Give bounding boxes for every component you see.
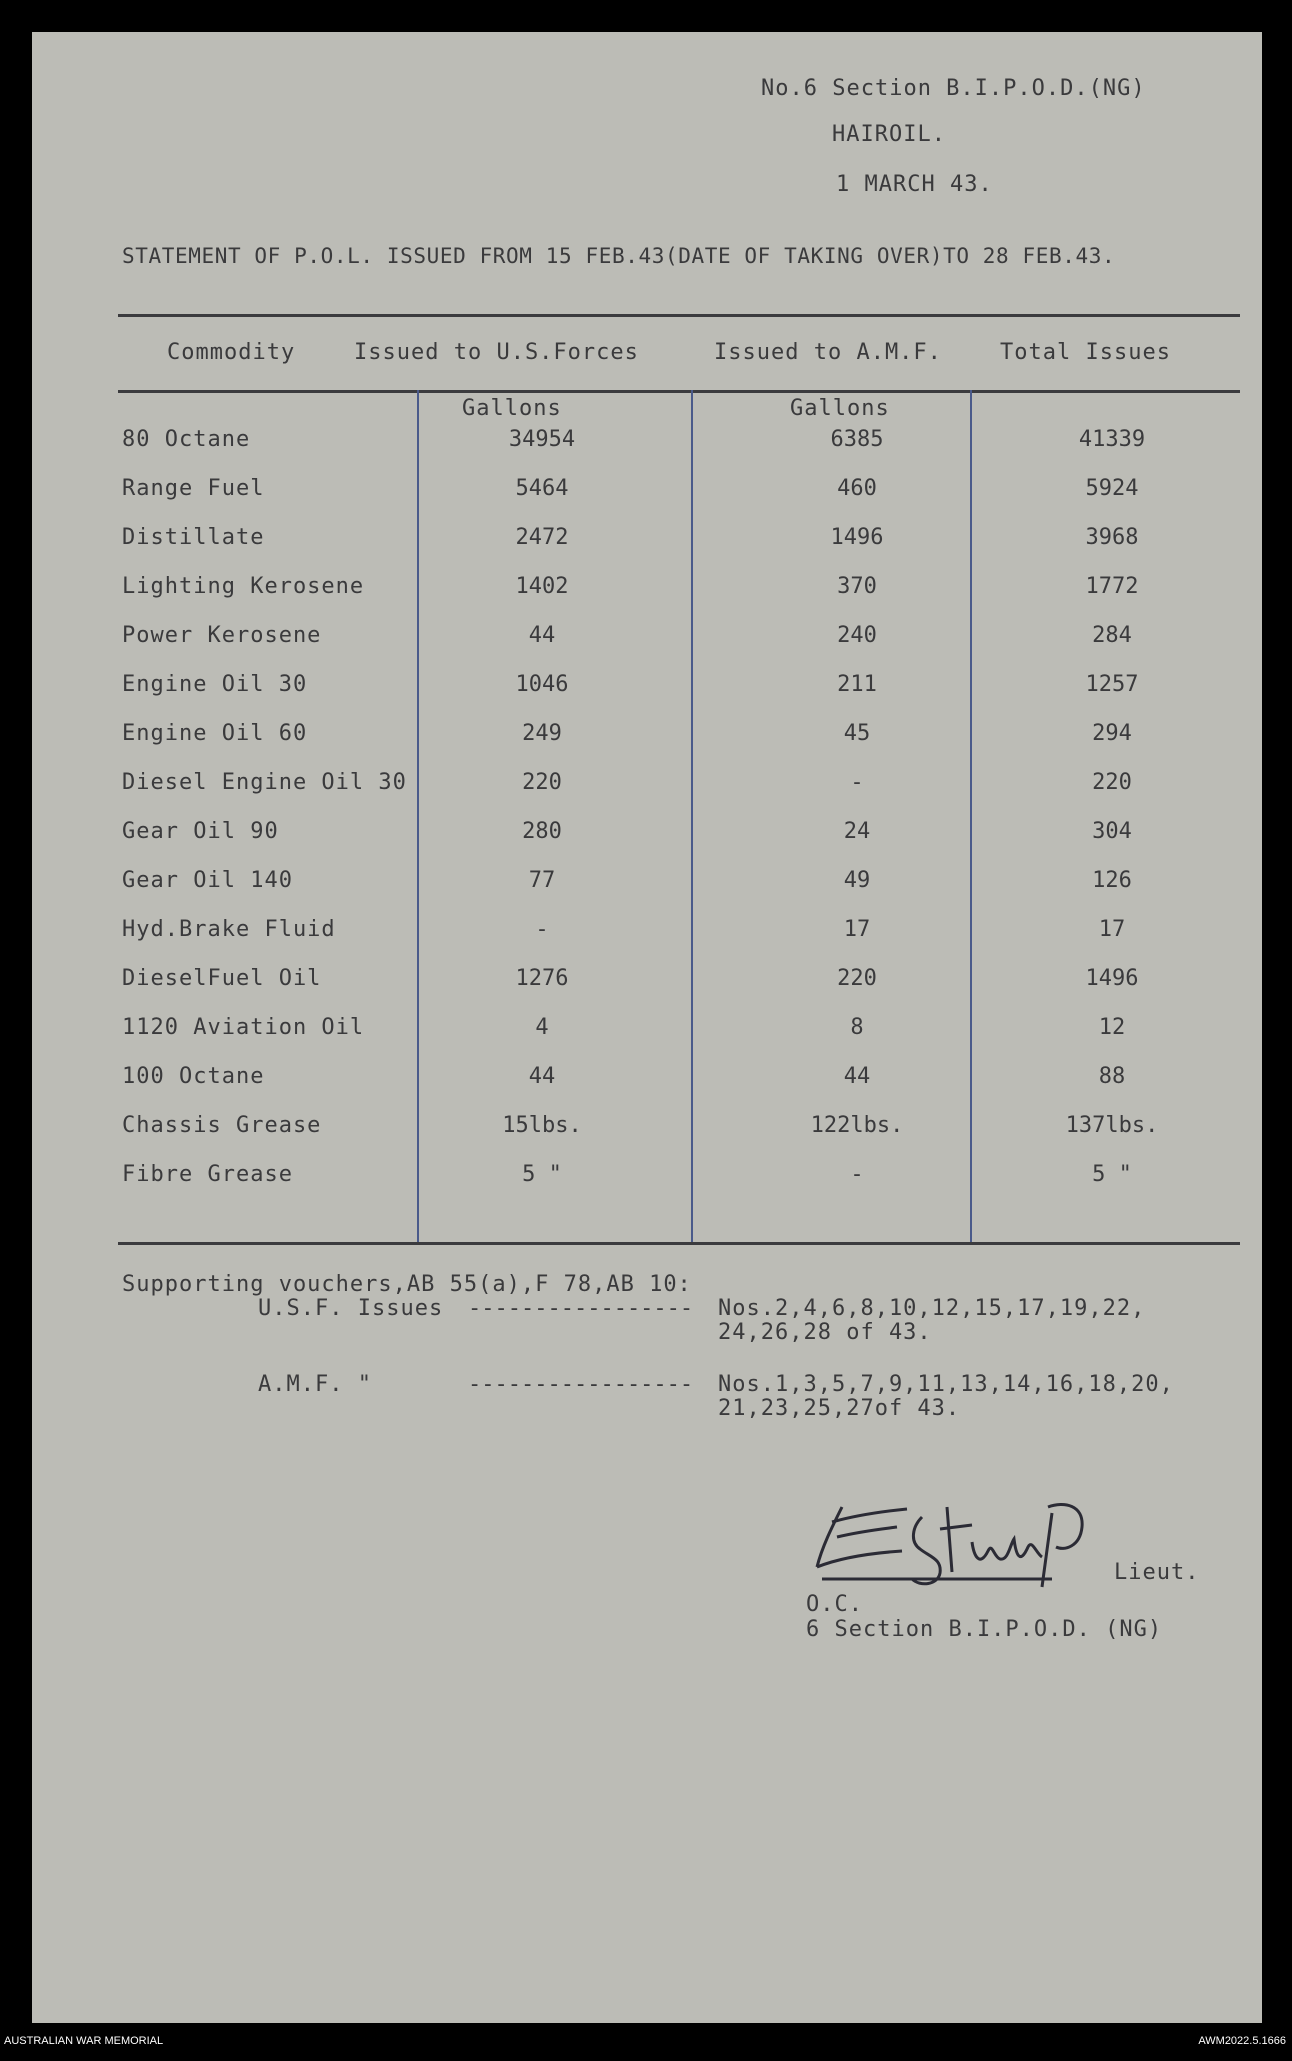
us-forces-cell: 34954	[508, 427, 576, 452]
location-heading: HAIROIL.	[832, 122, 946, 147]
commodity-cell: Gear Oil 140	[122, 868, 293, 893]
commodity-cell: 80 Octane	[122, 427, 251, 452]
column-header-commodity: Commodity	[167, 340, 296, 365]
commodity-cell: Distillate	[122, 525, 265, 550]
statement-title: STATEMENT OF P.O.L. ISSUED FROM 15 FEB.43(DATE OF TAKING OVER)TO 28 FEB.43.	[122, 244, 1116, 268]
column-header-us-forces: Issued to U.S.Forces	[354, 340, 639, 365]
us-issues-dashes: -----------------	[468, 1296, 694, 1321]
us-forces-cell: 249	[522, 721, 562, 746]
us-forces-cell: 5 "	[522, 1162, 562, 1187]
total-cell: 1496	[1085, 966, 1139, 991]
signatory-role: O.C.	[806, 1592, 863, 1617]
footer-source: AUSTRALIAN WAR MEMORIAL	[4, 2035, 164, 2047]
amf-cell: 24	[843, 819, 871, 844]
document-page	[32, 32, 1262, 2023]
us-forces-cell: 1402	[515, 574, 569, 599]
commodity-cell: 1120 Aviation Oil	[122, 1015, 365, 1040]
amf-cell: 220	[837, 966, 877, 991]
amf-cell: 1496	[830, 525, 884, 550]
amf-voucher-numbers-1: Nos.1,3,5,7,9,11,13,14,16,18,20,	[718, 1372, 1174, 1397]
us-forces-cell: 15lbs.	[502, 1113, 582, 1138]
total-cell: 41339	[1078, 427, 1146, 452]
us-issues-label: U.S.F. Issues	[258, 1296, 444, 1321]
total-cell: 17	[1098, 917, 1126, 942]
amf-cell: 240	[837, 623, 877, 648]
date-heading: 1 MARCH 43.	[836, 172, 993, 197]
us-forces-cell: 44	[528, 1064, 556, 1089]
total-cell: 284	[1092, 623, 1132, 648]
us-forces-cell: 1276	[515, 966, 569, 991]
commodity-cell: Engine Oil 30	[122, 672, 308, 697]
us-forces-cell: -	[535, 917, 549, 942]
amf-cell: -	[850, 1162, 864, 1187]
column-divider-1	[417, 390, 419, 1242]
commodity-cell: DieselFuel Oil	[122, 966, 322, 991]
us-voucher-numbers-1: Nos.2,4,6,8,10,12,15,17,19,22,	[718, 1296, 1146, 1321]
column-divider-3	[970, 390, 972, 1242]
total-cell: 12	[1098, 1015, 1126, 1040]
footer-accession-number: AWM2022.5.1666	[1198, 2035, 1286, 2047]
commodity-cell: Gear Oil 90	[122, 819, 279, 844]
amf-cell: 44	[843, 1064, 871, 1089]
us-forces-cell: 2472	[515, 525, 569, 550]
commodity-cell: Diesel Engine Oil 30	[122, 770, 407, 795]
us-voucher-numbers-2: 24,26,28 of 43.	[718, 1320, 932, 1345]
total-cell: 1257	[1085, 672, 1139, 697]
total-cell: 304	[1092, 819, 1132, 844]
vouchers-title: Supporting vouchers,AB 55(a),F 78,AB 10:	[122, 1272, 692, 1297]
commodity-cell: Fibre Grease	[122, 1162, 293, 1187]
total-cell: 220	[1092, 770, 1132, 795]
total-cell: 1772	[1085, 574, 1139, 599]
amf-cell: -	[850, 770, 864, 795]
amf-cell: 45	[843, 721, 871, 746]
commodity-cell: Chassis Grease	[122, 1113, 322, 1138]
amf-cell: 6385	[830, 427, 884, 452]
amf-cell: 49	[843, 868, 871, 893]
amf-cell: 211	[837, 672, 877, 697]
table-top-rule	[118, 314, 1240, 317]
total-cell: 88	[1098, 1064, 1126, 1089]
commodity-cell: Hyd.Brake Fluid	[122, 917, 336, 942]
amf-cell: 122lbs.	[810, 1113, 904, 1138]
amf-cell: 17	[843, 917, 871, 942]
us-forces-cell: 220	[522, 770, 562, 795]
amf-cell: 460	[837, 476, 877, 501]
total-cell: 294	[1092, 721, 1132, 746]
column-header-amf: Issued to A.M.F.	[714, 340, 942, 365]
total-cell: 3968	[1085, 525, 1139, 550]
amf-issues-label: A.M.F. "	[258, 1372, 372, 1397]
amf-voucher-numbers-2: 21,23,25,27of 43.	[718, 1396, 961, 1421]
commodity-cell: Power Kerosene	[122, 623, 322, 648]
total-cell: 5 "	[1092, 1162, 1132, 1187]
table-bottom-rule	[118, 1242, 1240, 1245]
total-cell: 137lbs.	[1065, 1113, 1159, 1138]
total-cell: 126	[1092, 868, 1132, 893]
commodity-cell: Engine Oil 60	[122, 721, 308, 746]
amf-issues-dashes: -----------------	[468, 1372, 694, 1397]
unit-label-us: Gallons	[462, 396, 562, 421]
column-divider-2	[691, 390, 693, 1242]
total-cell: 5924	[1085, 476, 1139, 501]
signatory-unit: 6 Section B.I.P.O.D. (NG)	[806, 1617, 1163, 1642]
column-header-total: Total Issues	[1000, 340, 1171, 365]
commodity-cell: 100 Octane	[122, 1064, 265, 1089]
signatory-rank: Lieut.	[1114, 1560, 1200, 1585]
us-forces-cell: 77	[528, 868, 556, 893]
amf-cell: 8	[850, 1015, 864, 1040]
commodity-cell: Range Fuel	[122, 476, 265, 501]
table-header-rule	[118, 390, 1240, 393]
us-forces-cell: 4	[535, 1015, 549, 1040]
us-forces-cell: 1046	[515, 672, 569, 697]
handwritten-signature	[802, 1487, 1142, 1597]
us-forces-cell: 5464	[515, 476, 569, 501]
us-forces-cell: 280	[522, 819, 562, 844]
us-forces-cell: 44	[528, 623, 556, 648]
unit-heading: No.6 Section B.I.P.O.D.(NG)	[761, 76, 1146, 101]
commodity-cell: Lighting Kerosene	[122, 574, 365, 599]
amf-cell: 370	[837, 574, 877, 599]
unit-label-amf: Gallons	[790, 396, 890, 421]
